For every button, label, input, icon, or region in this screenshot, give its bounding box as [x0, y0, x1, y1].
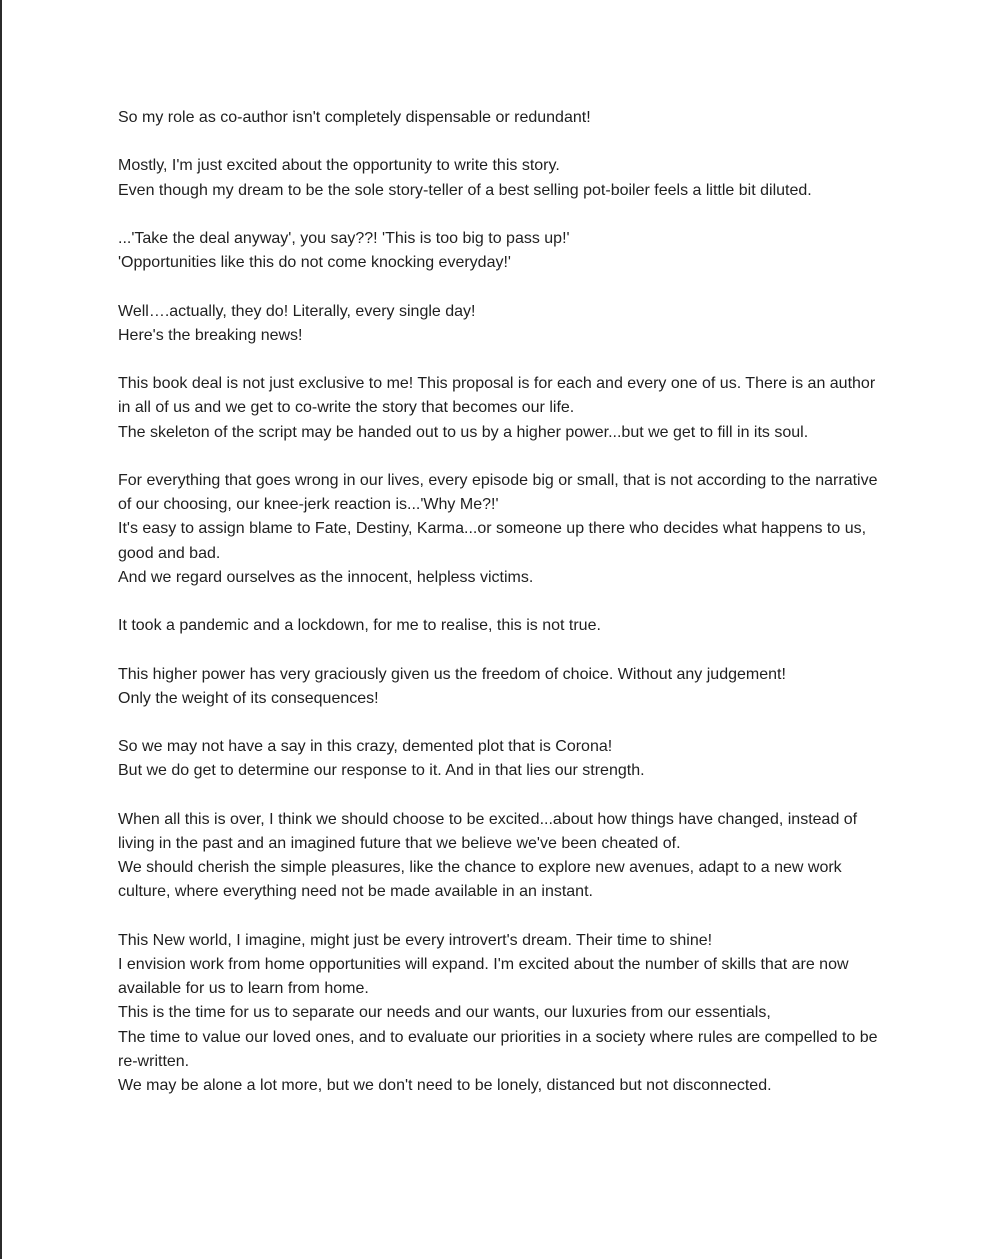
paragraph-7: [118, 614, 878, 638]
paragraph-11: [118, 929, 882, 1098]
text-line: Only the weight of its consequences!: [118, 689, 379, 707]
text-line: When all this is over, I think we should choose to be excited...about how things have changed, instead of living in the past and an imagined future that we believe we've been cheated of.: [118, 810, 862, 852]
text-line: Even though my dream to be the sole story-teller of a best selling pot-boiler feels a little bit diluted.: [118, 181, 812, 199]
text-line: We should cherish the simple pleasures, like the chance to explore new avenues, adapt to a new work culture, where everything need not be made available in an instant.: [118, 859, 847, 901]
paragraph-3: [118, 227, 878, 275]
text-line: This is the time for us to separate our needs and our wants, our luxuries from our essentials,: [118, 1004, 771, 1022]
paragraph-5: [118, 372, 878, 445]
text-line: This New world, I imagine, might just be every introvert's dream. Their time to shine!: [118, 931, 713, 949]
text-line: Here's the breaking news!: [118, 326, 303, 344]
paragraph-6: [118, 469, 882, 590]
text-line: This higher power has very graciously given us the freedom of choice. Without any judgement!: [118, 665, 786, 683]
text-line: We may be alone a lot more, but we don't need to be lonely, distanced but not disconnected.: [118, 1076, 772, 1094]
text-line: So my role as co-author isn't completely dispensable or redundant!: [118, 109, 591, 126]
text-line: Well….actually, they do! Literally, every single day!: [118, 302, 476, 320]
text-line: So we may not have a say in this crazy, demented plot that is Corona!: [118, 738, 613, 756]
paragraph-9: [118, 735, 878, 783]
document-body: [118, 106, 882, 1098]
text-line: The skeleton of the script may be handed out to us by a higher power...but we get to fill in its soul.: [118, 423, 809, 441]
paragraph-10: [118, 808, 878, 905]
paragraph-2: [118, 154, 878, 202]
paragraph-4: [118, 300, 878, 348]
text-line: It took a pandemic and a lockdown, for me to realise, this is not true.: [118, 617, 601, 635]
text-line: The time to value our loved ones, and to evaluate our priorities in a society where rules are compelled to be re-written.: [118, 1028, 882, 1070]
paragraph-1: [118, 106, 878, 130]
text-line: For everything that goes wrong in our lives, every episode big or small, that is not according to the narrative of our choosing, our knee-jerk reaction is...'Why Me?!': [118, 471, 882, 514]
text-line: But we do get to determine our response to it. And in that lies our strength.: [118, 762, 645, 780]
page-left-border: [0, 0, 2, 1259]
text-line: It's easy to assign blame to Fate, Destiny, Karma...or someone up there who decides what happens to us, good and bad.: [118, 520, 871, 562]
text-line: Mostly, I'm just excited about the opportunity to write this story.: [118, 157, 560, 175]
text-line: I envision work from home opportunities will expand. I'm excited about the number of skills that are now available for us to learn from home.: [118, 955, 853, 998]
text-line: This book deal is not just exclusive to me! This proposal is for each and every one of us. There is an author in all of us and we get to co-write the story that becomes our life.: [118, 375, 880, 417]
paragraph-8: [118, 663, 878, 711]
text-line: ...'Take the deal anyway', you say??! 'This is too big to pass up!': [118, 229, 570, 247]
text-line: And we regard ourselves as the innocent, helpless victims.: [118, 568, 534, 586]
text-line: 'Opportunities like this do not come knocking everyday!': [118, 254, 511, 272]
